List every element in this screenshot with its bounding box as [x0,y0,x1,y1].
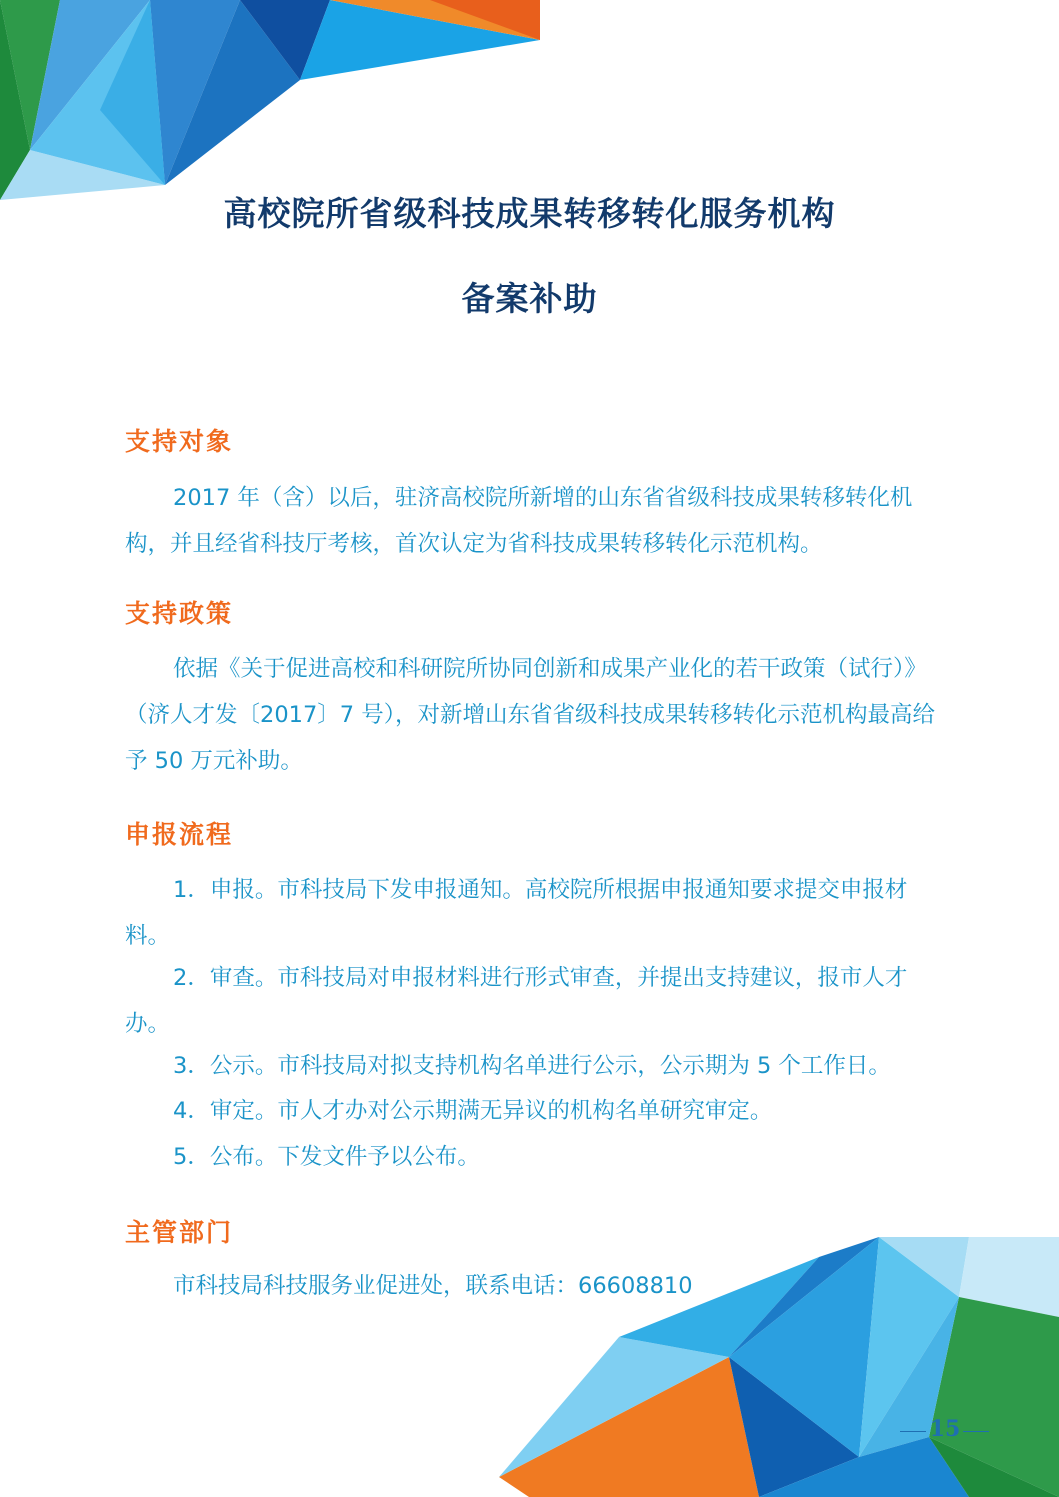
section-heading-support-target: 支持对象 [125,427,234,456]
process-step: 1．申报。市科技局下发申报通知。高校院所根据申报通知要求提交申报材料。 [125,877,908,949]
process-step: 2．审查。市科技局对申报材料进行形式审查，并提出支持建议，报市人才办。 [125,965,908,1037]
section-heading-support-policy: 支持政策 [125,599,234,628]
process-step: 5．公布。下发文件予以公布。 [173,1144,480,1170]
process-step: 4．审定。市人才办对公示期满无异议的机构名单研究审定。 [173,1098,773,1124]
top-left-decoration [0,0,560,200]
page-number-dash-right [963,1431,989,1432]
support-policy-paragraph: 依据《关于促进高校和科研院所协同创新和成果产业化的若干政策（试行）》（济人才发〔2017〕7 号），对新增山东省省级科技成果转移转化示范机构最高给予 50 万元补助。 [125,656,935,774]
page-number: 15 [929,1416,961,1442]
section-heading-department: 主管部门 [125,1218,234,1247]
page-title: 高校院所省级科技成果转移转化服务机构 [223,194,836,233]
process-step: 3．公示。市科技局对拟支持机构名单进行公示，公示期为 5 个工作日。 [173,1053,891,1079]
page-subtitle: 备案补助 [461,279,598,318]
department-paragraph: 市科技局科技服务业促进处，联系电话：66608810 [173,1273,693,1299]
support-target-paragraph: 2017 年（含）以后，驻济高校院所新增的山东省省级科技成果转移转化机构，并且经省科技厅考核，首次认定为省科技成果转移转化示范机构。 [125,485,913,557]
section-heading-application-process: 申报流程 [125,820,234,849]
